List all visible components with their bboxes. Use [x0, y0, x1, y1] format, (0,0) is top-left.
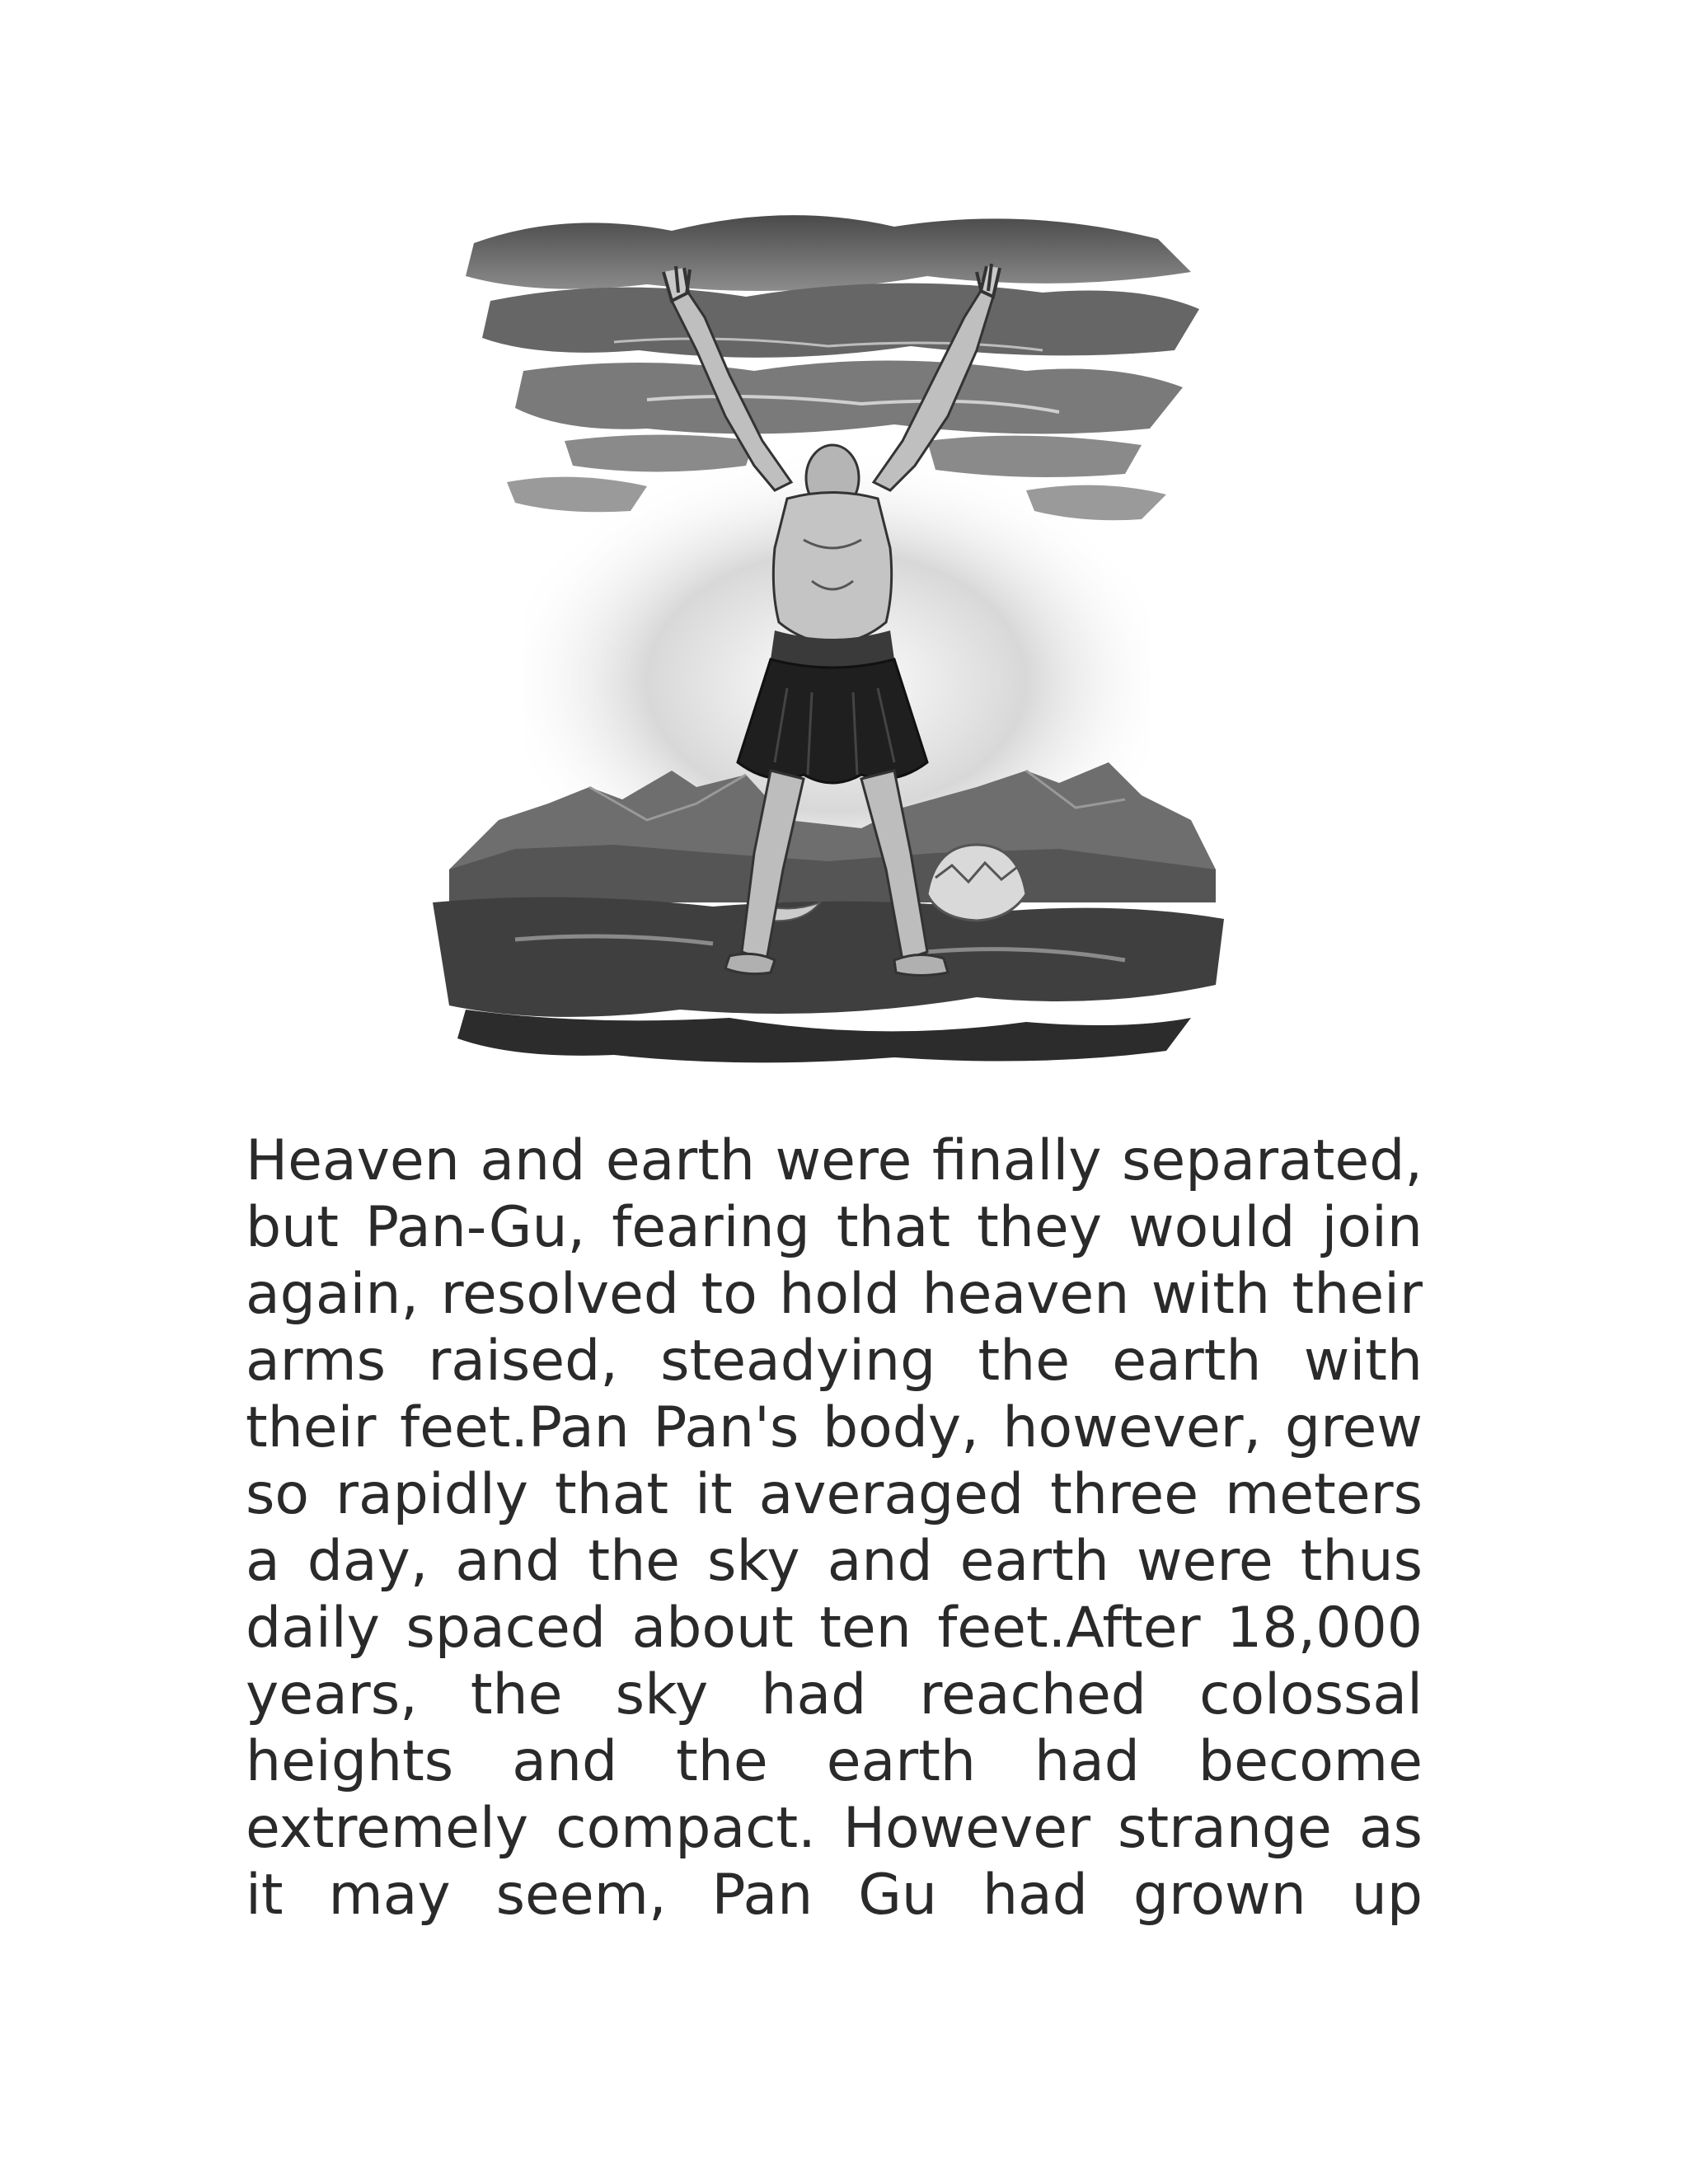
ground	[433, 898, 1224, 1063]
figure-holding-up-sky-illustration	[400, 194, 1261, 1069]
story-paragraph: Heaven and earth were finally separated, but Pan-Gu, fearing that they would join again, resolved to hold heaven with their arms raised, steadying the earth with their feet.Pan Pan's body, however, grew so rapidly that it averaged three meters a day, and the sky and earth were thus daily spaced about ten feet.After 18,000 years, the sky had reached colossal heights and the earth had become extremely compact. However strange as it may seem, Pan Gu had grown up	[246, 1128, 1423, 1928]
